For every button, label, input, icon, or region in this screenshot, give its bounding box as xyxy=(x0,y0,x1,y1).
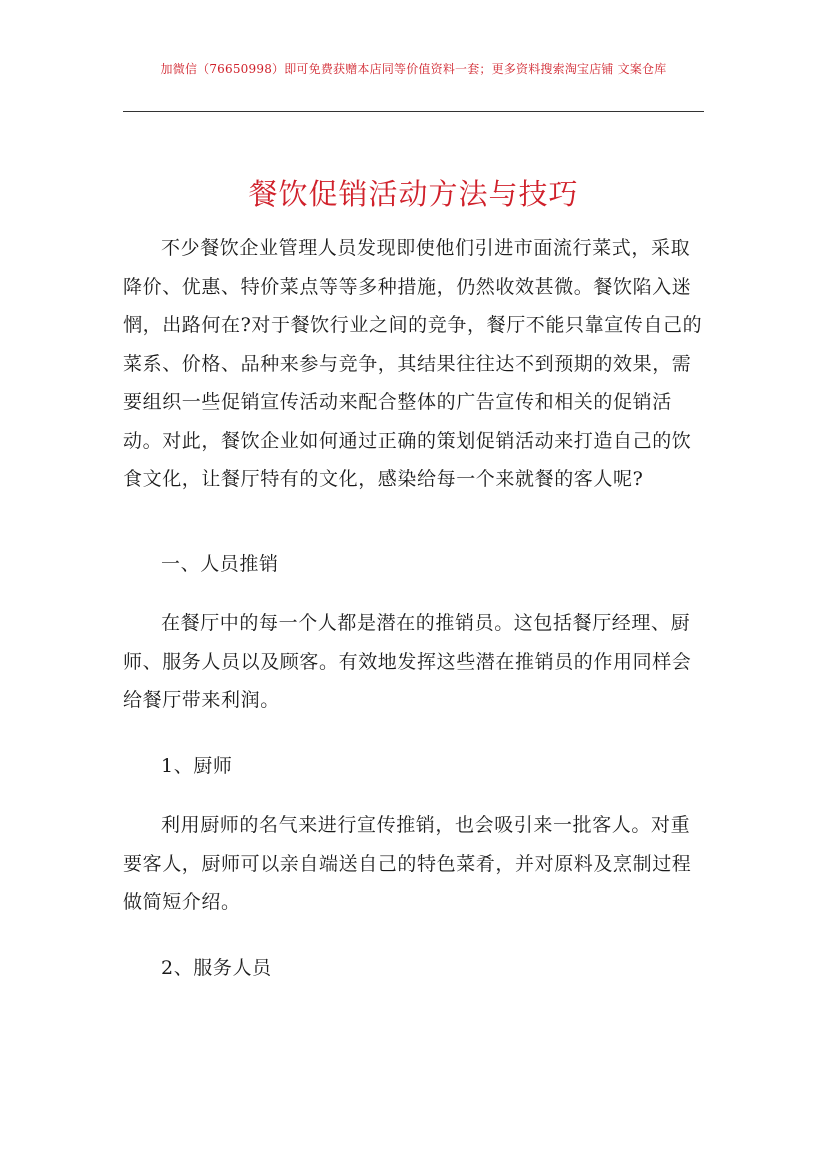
subsection-paragraph-chef: 利用厨师的名气来进行宣传推销，也会吸引来一批客人。对重要客人，厨师可以亲自端送自己的特色菜肴，并对原料及烹制过程做简短介绍。 xyxy=(123,814,692,913)
header-promo-note: 加微信（76650998）即可免费获赠本店同等价值资料一套；更多资料搜索淘宝店铺 文案仓库 xyxy=(160,62,667,76)
header-divider xyxy=(123,111,704,112)
subsection-heading-chef: 1、厨师 xyxy=(161,755,233,777)
subsection-heading-service-staff: 2、服务人员 xyxy=(161,957,272,979)
intro-paragraph: 不少餐饮企业管理人员发现即使他们引进市面流行菜式，采取降价、优惠、特价菜点等等多种措施，仍然收效甚微。餐饮陷入迷惘，出路何在?对于餐饮行业之间的竞争，餐厅不能只靠宣传自己的菜系、价格、品种来参与竞争，其结果往往达不到预期的效果，需要组织一些促销宣传活动来配合整体的广告宣传和相关的促销活动。对此，餐饮企业如何通过正确的策划促销活动来打造自己的饮食文化，让餐厅特有的文化，感染给每一个来就餐的客人呢? xyxy=(123,237,703,490)
document-title: 餐饮促销活动方法与技巧 xyxy=(248,177,579,211)
section-paragraph-personnel-sales: 在餐厅中的每一个人都是潜在的推销员。这包括餐厅经理、厨师、服务人员以及顾客。有效地发挥这些潜在推销员的作用同样会给餐厅带来利润。 xyxy=(123,612,692,711)
section-heading-personnel-sales: 一、人员推销 xyxy=(161,553,279,575)
